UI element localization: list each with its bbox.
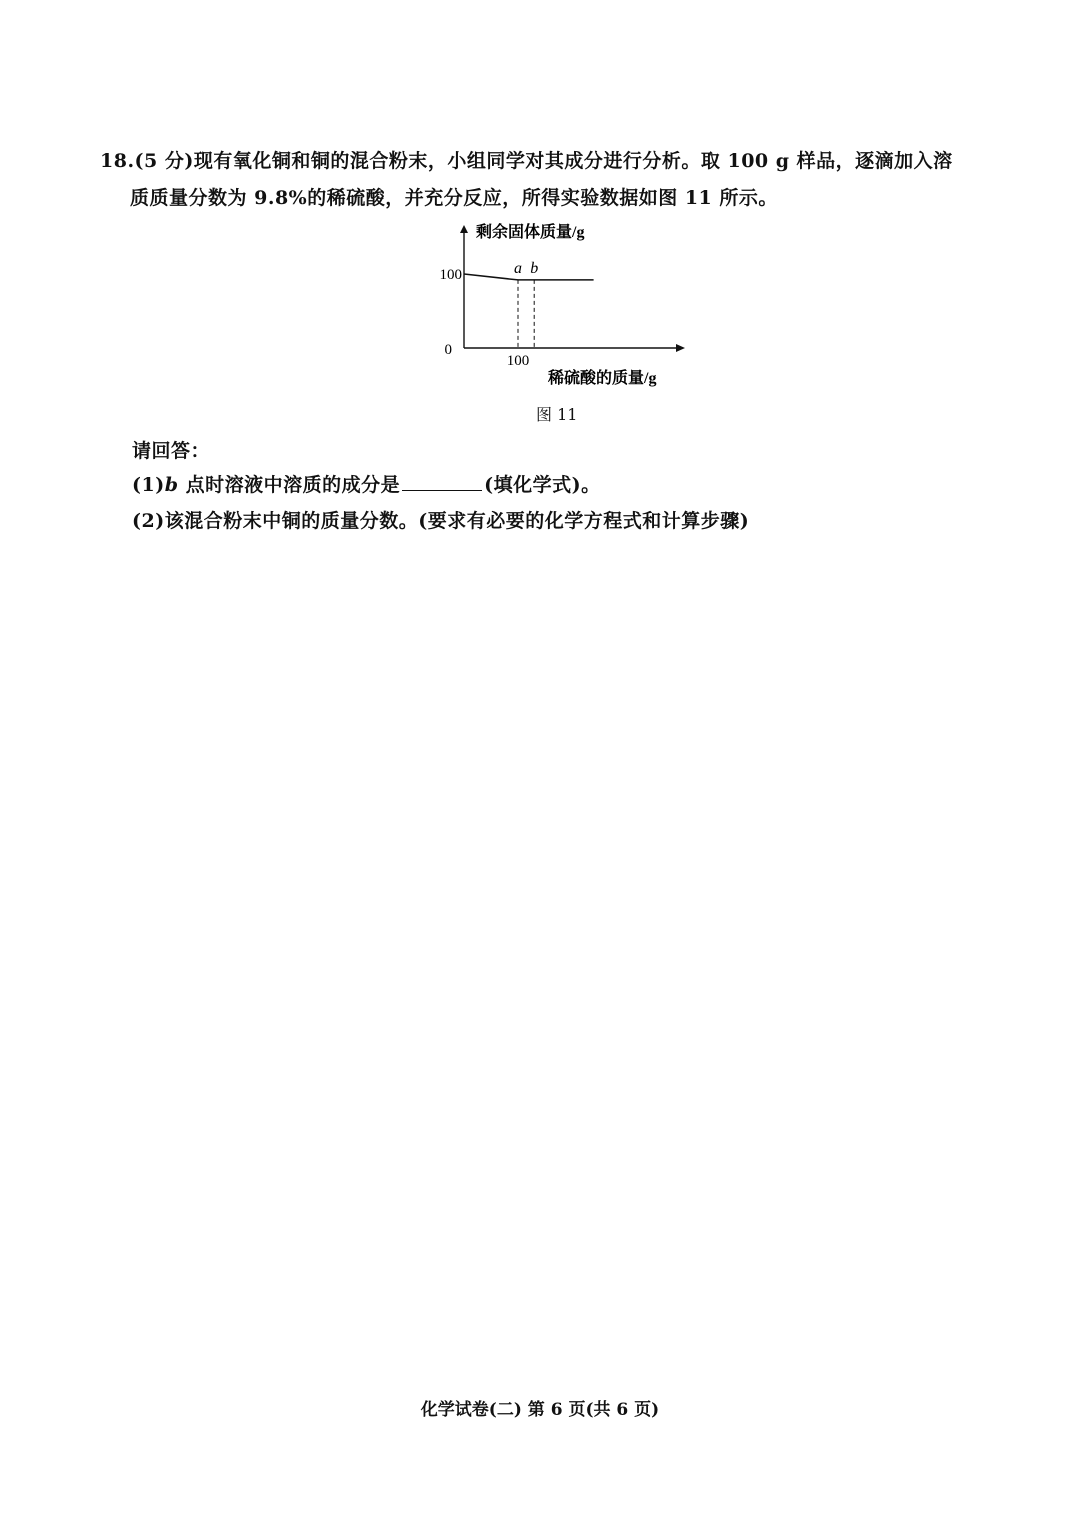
point-label-a: a — [514, 259, 522, 277]
x-axis-label: 稀硫酸的质量/g — [548, 370, 657, 387]
point-label-b: b — [530, 259, 539, 277]
sub-question-1 — [132, 470, 601, 497]
question-text-line-2: 质质量分数为 9.8%的稀硫酸，并充分反应，所得实验数据如图 11 所示。 — [130, 187, 778, 209]
figure-caption: 图 11 — [536, 405, 578, 424]
series-line — [464, 274, 594, 280]
sub-question-1-text: 点时溶液中溶质的成分是 — [178, 474, 401, 496]
question-text-line-1: 18.(5 分)现有氧化铜和铜的混合粉末，小组同学对其成分进行分析。取 100 g 样品，逐滴加入溶 — [100, 150, 953, 172]
answer-prompt: 请回答： — [132, 440, 211, 462]
point-b-label: b — [164, 474, 179, 496]
page-footer: 化学试卷(二) 第 6 页(共 6 页) — [420, 1400, 660, 1420]
x-tick-label-100: 100 — [506, 353, 530, 369]
x-axis-arrow — [676, 344, 685, 352]
sub-question-2: (2)该混合粉末中铜的质量分数。(要求有必要的化学方程式和计算步骤) — [132, 510, 750, 532]
y-axis-arrow — [460, 225, 468, 233]
y-tick-label-100: 100 — [439, 267, 462, 283]
y-axis-label: 剩余固体质量/g — [476, 224, 585, 241]
origin-label: 0 — [444, 342, 452, 358]
figure-11-chart — [420, 215, 700, 395]
sub-question-1-hint: (填化学式)。 — [484, 474, 601, 496]
answer-blank[interactable] — [402, 472, 482, 491]
sub-question-1-number: (1) — [132, 474, 165, 496]
